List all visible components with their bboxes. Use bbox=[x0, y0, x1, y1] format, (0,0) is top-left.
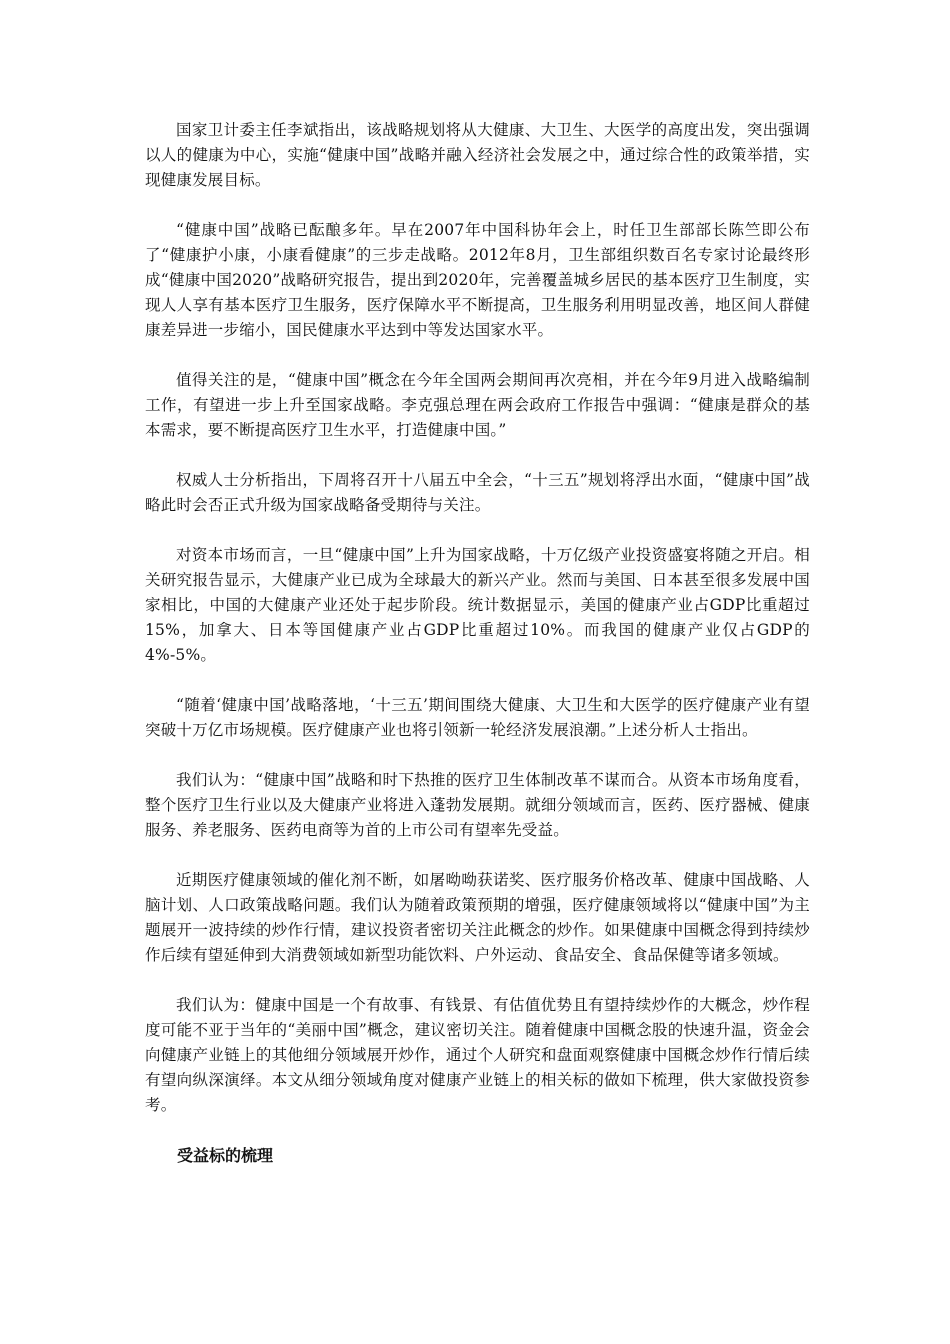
paragraph-8: 近期医疗健康领域的催化剂不断，如屠呦呦获诺奖、医疗服务价格改革、健康中国战略、人脑计划、人口政策战略问题。我们认为随着政策预期的增强，医疗健康领域将以“健康中国”为主题展开一波持续的炒作行情，建议投资者密切关注此概念的炒作。如果健康中国概念得到持续炒作后续有望延伸到大消费领域如新型功能饮料、户外运动、食品安全、食品保健等诸多领域。 bbox=[145, 871, 810, 964]
paragraph-6: “随着‘健康中国’战略落地，‘十三五’期间围绕大健康、大卫生和大医学的医疗健康产业有望突破十万亿市场规模。医疗健康产业也将引领新一轮经济发展浪潮。”上述分析人士指出。 bbox=[145, 696, 810, 739]
paragraph-3: 值得关注的是，“健康中国”概念在今年全国两会期间再次亮相，并在今年9月进入战略编制工作，有望进一步上升至国家战略。李克强总理在两会政府工作报告中强调：“健康是群众的基本需求，要不断提高医疗卫生水平，打造健康中国。” bbox=[145, 371, 810, 439]
paragraph-5: 对资本市场而言，一旦“健康中国”上升为国家战略，十万亿级产业投资盛宴将随之开启。相关研究报告显示，大健康产业已成为全球最大的新兴产业。然而与美国、日本甚至很多发展中国家相比，中国的大健康产业还处于起步阶段。统计数据显示，美国的健康产业占GDP比重超过15%，加拿大、日本等国健康产业占GDP比重超过10%。而我国的健康产业仅占GDP的4%-5%。 bbox=[145, 546, 810, 664]
paragraph-7: 我们认为：“健康中国”战略和时下热推的医疗卫生体制改革不谋而合。从资本市场角度看，整个医疗卫生行业以及大健康产业将进入蓬勃发展期。就细分领域而言，医药、医疗器械、健康服务、养老服务、医药电商等为首的上市公司有望率先受益。 bbox=[145, 771, 810, 839]
paragraph-4: 权威人士分析指出，下周将召开十八届五中全会，“十三五”规划将浮出水面，“健康中国”战略此时会否正式升级为国家战略备受期待与关注。 bbox=[145, 471, 810, 514]
document-body bbox=[145, 118, 810, 1168]
paragraph-1: 国家卫计委主任李斌指出，该战略规划将从大健康、大卫生、大医学的高度出发，突出强调以人的健康为中心，实施“健康中国”战略并融入经济社会发展之中，通过综合性的政策举措，实现健康发展目标。 bbox=[145, 121, 810, 189]
paragraph-9: 我们认为：健康中国是一个有故事、有钱景、有估值优势且有望持续炒作的大概念，炒作程度可能不亚于当年的“美丽中国”概念，建议密切关注。随着健康中国概念股的快速升温，资金会向健康产业链上的其他细分领域展开炒作，通过个人研究和盘面观察健康中国概念炒作行情后续有望向纵深演绎。本文从细分领域角度对健康产业链上的相关标的做如下梳理，供大家做投资参考。 bbox=[145, 996, 810, 1114]
paragraph-2: “健康中国”战略已酝酿多年。早在2007年中国科协年会上，时任卫生部部长陈竺即公布了“健康护小康，小康看健康”的三步走战略。2012年8月，卫生部组织数百名专家讨论最终形成“健康中国2020”战略研究报告，提出到2020年，完善覆盖城乡居民的基本医疗卫生制度，实现人人享有基本医疗卫生服务，医疗保障水平不断提高，卫生服务利用明显改善，地区间人群健康差异进一步缩小，国民健康水平达到中等发达国家水平。 bbox=[145, 221, 810, 339]
section-heading: 受益标的梳理 bbox=[177, 1146, 274, 1165]
